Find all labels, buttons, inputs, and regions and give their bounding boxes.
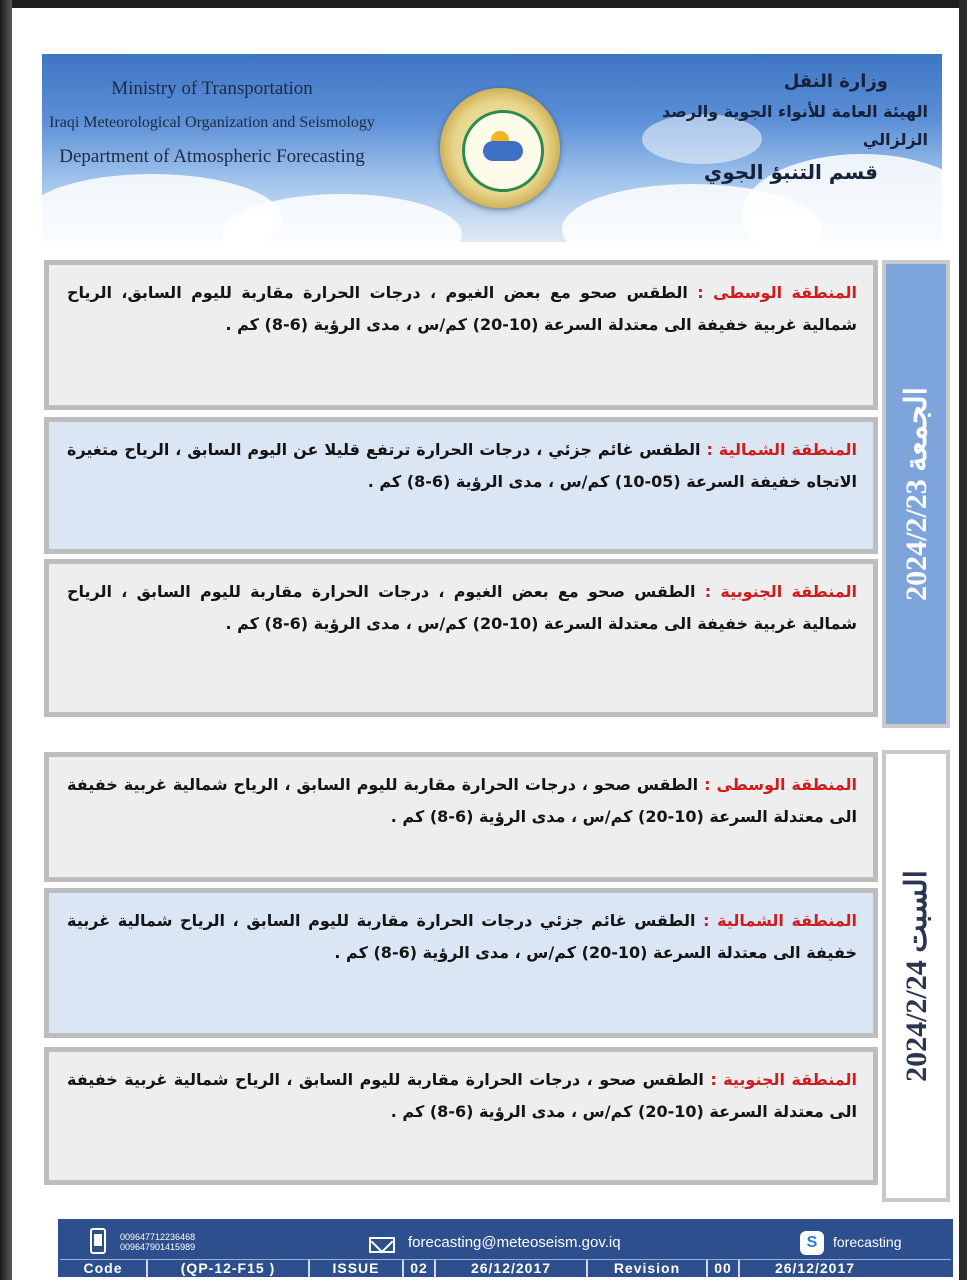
table-cell: Code xyxy=(60,1260,148,1277)
department-name-ar: قسم التنبؤ الجوي xyxy=(703,160,878,184)
date-label: السبت 2024/2/24 xyxy=(899,870,933,1082)
table-cell: 26/12/2017 xyxy=(774,1260,856,1276)
ministry-name-ar: وزارة النقل xyxy=(783,71,888,92)
table-cell: Revision xyxy=(588,1260,708,1277)
organization-name: Iraqi Meteorological Organization and Seismology xyxy=(49,114,375,131)
forecast-text: الطقس صحو ، درجات الحرارة مقاربة لليوم السابق ، الرياح شمالية غربية خفيفة الى معتدلة السرعة (10-20) كم/س ، مدى الرؤية (6-8) كم . xyxy=(67,775,857,826)
forecast-text: الطقس صحو مع بعض الغيوم ، درجات الحرارة مقاربة لليوم السابق، الرياح شمالية غربية خفيفة الى معتدلة السرعة (10-20) كم/س ، مدى الرؤية (6-8) كم . xyxy=(67,283,857,334)
forecast-box-north xyxy=(44,888,878,1038)
window-edge xyxy=(959,0,967,1280)
email-address[interactable]: forecasting@meteoseism.gov.iq xyxy=(408,1234,621,1251)
forecast-text: الطقس غائم جزئي ، درجات الحرارة ترتفع قليلا عن اليوم السابق ، الرياح متغيرة الاتجاه خفيفة السرعة (05-10) كم/س ، مدى الرؤية (6-8) كم . xyxy=(67,440,857,491)
phone-number: 009647712236468 xyxy=(120,1232,196,1242)
document-footer xyxy=(58,1219,953,1277)
forecast-box-central xyxy=(44,260,878,410)
date-bar-friday xyxy=(882,260,950,728)
window-edge xyxy=(0,0,12,1280)
table-cell: ISSUE xyxy=(310,1260,404,1277)
date-label: الجمعة 2024/2/23 xyxy=(899,387,933,601)
organization-seal-icon xyxy=(440,88,560,208)
phone-icon xyxy=(90,1228,106,1254)
region-name: المنطقة الوسطى : xyxy=(704,775,858,794)
organization-name-ar: الهيئة العامة للأنواء الجوية والرصد الزلزالي xyxy=(662,102,928,149)
skype-handle[interactable]: forecasting xyxy=(833,1234,902,1250)
forecast-paragraph xyxy=(67,1064,857,1128)
department-name: Department of Atmospheric Forecasting xyxy=(59,146,365,167)
table-cell: 00 xyxy=(708,1260,740,1277)
forecast-paragraph xyxy=(67,277,857,341)
arabic-header xyxy=(648,66,928,190)
phone-numbers xyxy=(120,1232,195,1252)
table-cell: (QP-12-F15 ) xyxy=(148,1260,310,1277)
table-cell: 26/12/2017 xyxy=(436,1260,588,1277)
region-name: المنطقة الجنوبية : xyxy=(704,582,858,601)
mail-icon xyxy=(369,1237,395,1253)
english-header xyxy=(42,72,382,174)
region-name: المنطقة الجنوبية : xyxy=(710,1070,858,1089)
ministry-name: Ministry of Transportation xyxy=(111,78,313,99)
forecast-box-south xyxy=(44,559,878,717)
forecast-text: الطقس صحو ، درجات الحرارة مقاربة لليوم السابق ، الرياح شمالية غربية خفيفة الى معتدلة السرعة (10-20) كم/س ، مدى الرؤية (6-8) كم . xyxy=(67,1070,857,1121)
phone-number: 009647901415989 xyxy=(120,1242,196,1252)
date-bar-saturday xyxy=(882,750,950,1202)
region-name: المنطقة الوسطى : xyxy=(697,283,858,302)
window-edge xyxy=(0,0,967,8)
forecast-box-central xyxy=(44,752,878,882)
skype-icon: S xyxy=(800,1231,824,1255)
document-control-table xyxy=(60,1259,951,1277)
forecast-paragraph xyxy=(67,769,857,833)
forecast-box-north xyxy=(44,417,878,554)
table-cell: 02 xyxy=(404,1260,436,1277)
forecast-box-south xyxy=(44,1047,878,1185)
region-name: المنطقة الشمالية : xyxy=(706,440,858,459)
region-name: المنطقة الشمالية : xyxy=(703,911,858,930)
forecast-text: الطقس صحو مع بعض الغيوم ، درجات الحرارة مقاربة لليوم السابق ، الرياح شمالية غربية خفيفة الى معتدلة السرعة (10-20) كم/س ، مدى الرؤية (6-8) كم . xyxy=(67,582,857,633)
forecast-paragraph xyxy=(67,576,857,640)
document-header xyxy=(42,54,942,242)
forecast-text: الطقس غائم جزئي درجات الحرارة مقاربة لليوم السابق ، الرياح شمالية غربية خفيفة الى معتدلة السرعة (10-20) كم/س ، مدى الرؤية (6-8) كم . xyxy=(67,911,857,962)
forecast-paragraph xyxy=(67,905,857,969)
forecast-paragraph xyxy=(67,434,857,498)
